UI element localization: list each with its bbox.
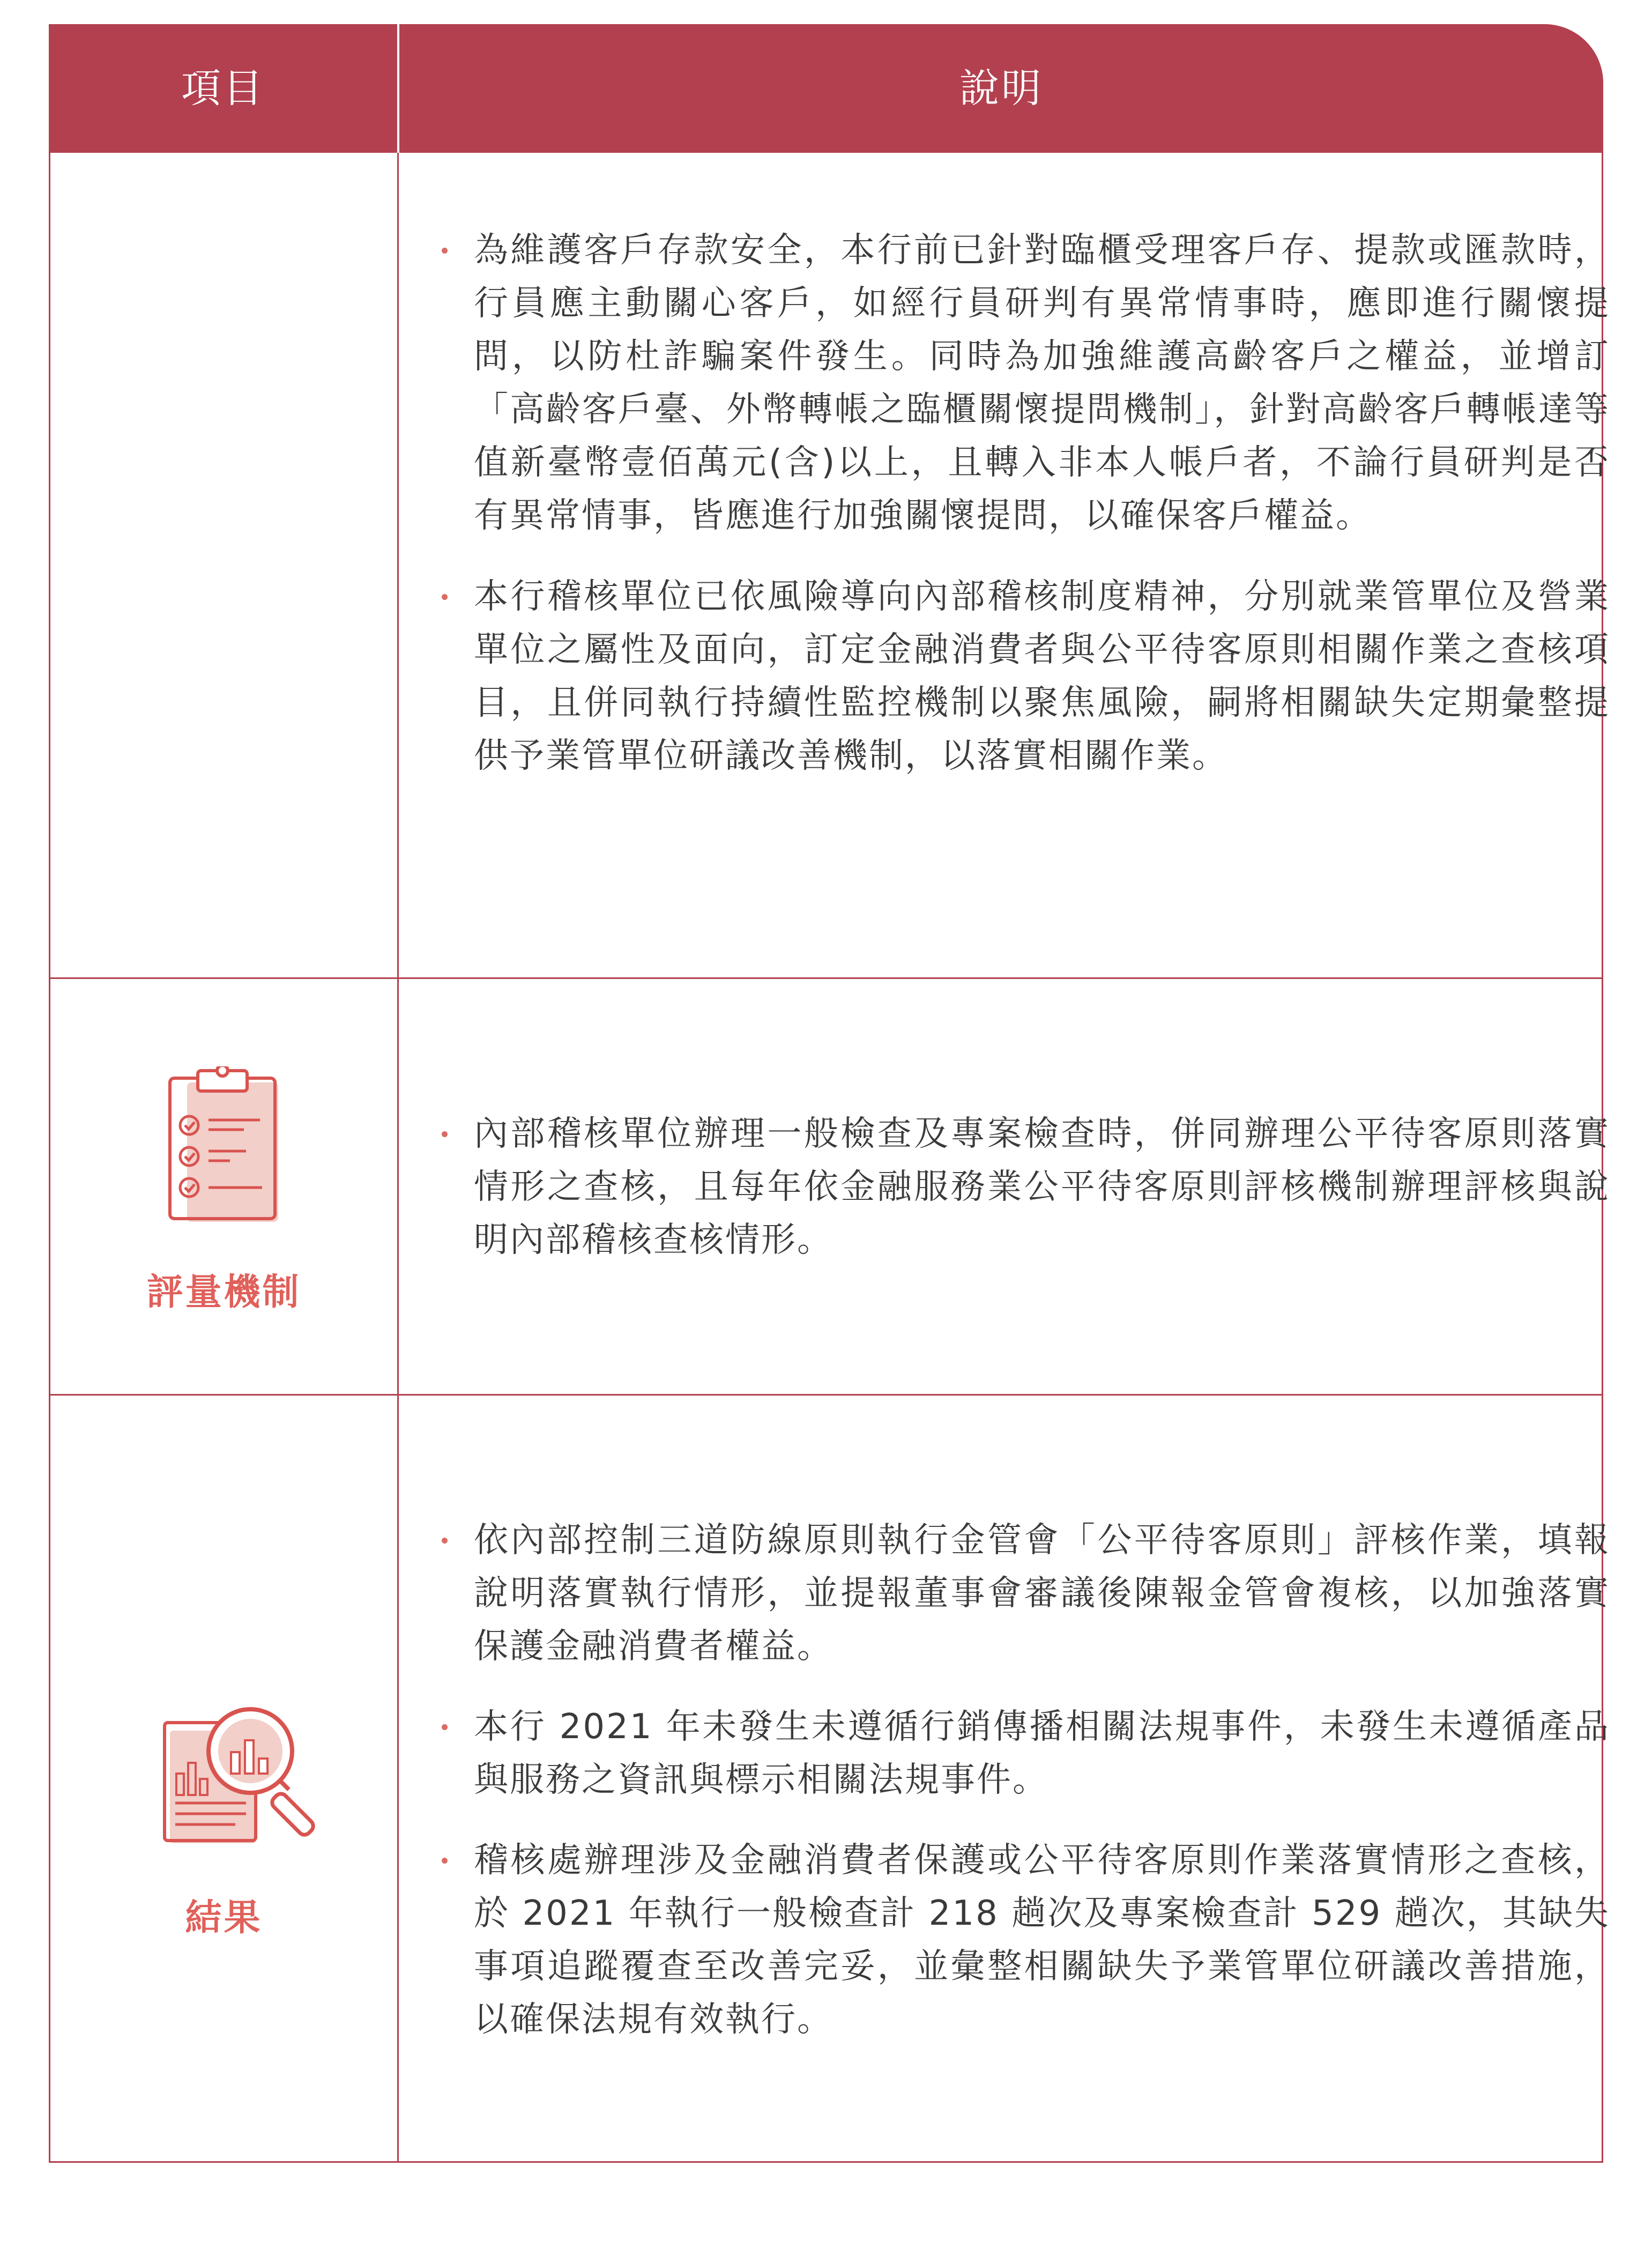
bullet-dot xyxy=(442,594,448,600)
list-item xyxy=(431,570,1610,783)
bullet-text: 稽核處辦理涉及金融消費者保護或公平待客原則作業落實情形之查核，於 2021 年執行一般檢查計 218 趟次及專案檢查計 529 趟次，其缺失事項追蹤覆查至改善完妥，並彙整相關缺失予業管單位研議改善措施，以確保法規有效執行。 xyxy=(474,1841,1610,2039)
row-label-result: 結果 xyxy=(185,1897,263,1939)
bullet-dot xyxy=(442,1131,448,1137)
policy-table xyxy=(49,24,1610,2163)
bullet-text: 為維護客戶存款安全，本行前已針對臨櫃受理客戶存、提款或匯款時，行員應主動關心客戶，如經行員研判有異常情事時，應即進行關懷提問，以防杜詐騙案件發生。同時為加強維護高齡客戶之權益，並增訂「高齡客戶臺、外幣轉帳之臨櫃關懷提問機制」，針對高齡客戶轉帳達等值新臺幣壹佰萬元(含)以上，且轉入非本人帳戶者，不論行員研判是否有異常情事，皆應進行加強關懷提問，以確保客戶權益。 xyxy=(474,231,1610,536)
list-item xyxy=(431,1514,1610,1673)
list-item xyxy=(431,1834,1610,2046)
bullet-dot xyxy=(442,1858,448,1864)
header-desc-label: 說明 xyxy=(959,65,1043,112)
bullet-text: 依內部控制三道防線原則執行金管會「公平待客原則」評核作業，填報說明落實執行情形，並提報董事會審議後陳報金管會複核，以加強落實保護金融消費者權益。 xyxy=(474,1520,1610,1666)
bullet-text: 本行 2021 年未發生未遵循行銷傳播相關法規事件，未發生未遵循產品與服務之資訊與標示相關法規事件。 xyxy=(474,1707,1610,1800)
clipboard-checklist-icon xyxy=(166,1066,284,1229)
table-header xyxy=(49,24,1603,153)
bullet-list xyxy=(431,1514,1610,2046)
table-row xyxy=(50,979,1610,1394)
bullet-dot xyxy=(442,1724,448,1730)
bullet-list xyxy=(431,1108,1610,1267)
list-item xyxy=(431,224,1610,543)
table-row xyxy=(50,153,1610,977)
bullet-text: 本行稽核單位已依風險導向內部稽核制度精神，分別就業管單位及營業單位之屬性及面向，訂定金融消費者與公平待客原則相關作業之查核項目，且併同執行持續性監控機制以聚焦風險，嗣將相關缺失定期彙整提供予業管單位研議改善機制，以落實相關作業。 xyxy=(474,577,1610,776)
bullet-dot xyxy=(442,1538,448,1544)
row-label-assessment: 評量機制 xyxy=(146,1271,301,1314)
bullet-dot xyxy=(442,248,448,254)
header-item-label: 項目 xyxy=(181,65,265,112)
bullet-text: 內部稽核單位辦理一般檢查及專案檢查時，併同辦理公平待客原則落實情形之查核，且每年依金融服務業公平待客原則評核機制辦理評核與說明內部稽核查核情形。 xyxy=(474,1114,1610,1260)
bullet-list xyxy=(431,224,1610,783)
list-item xyxy=(431,1701,1610,1807)
list-item xyxy=(431,1108,1610,1267)
table-row xyxy=(50,1396,1610,2161)
magnifier-report-icon xyxy=(160,1698,321,1861)
